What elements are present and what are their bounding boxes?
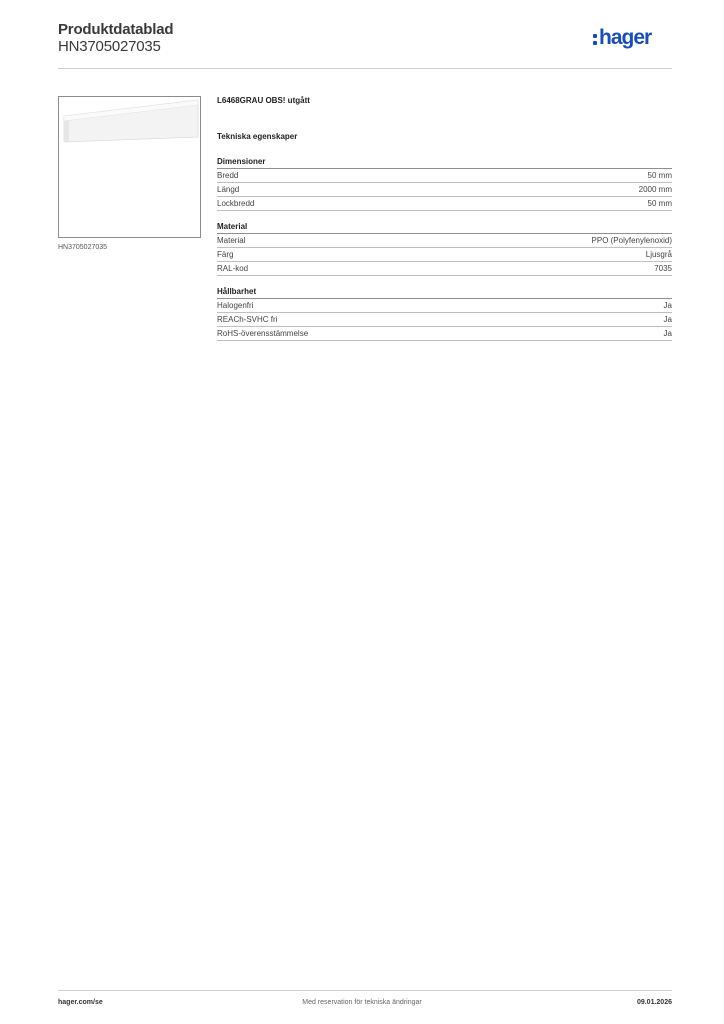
section-heading: Tekniska egenskaper: [217, 132, 298, 141]
spec-row: [217, 197, 672, 211]
spec-row: [217, 262, 672, 276]
spec-label: Lockbredd: [217, 199, 255, 208]
spec-group-sustainability: [217, 287, 672, 341]
spec-row: [217, 313, 672, 327]
spec-value: 50 mm: [647, 199, 672, 208]
spec-row: [217, 299, 672, 313]
group-title: Hållbarhet: [217, 287, 672, 299]
spec-label: Bredd: [217, 171, 239, 180]
spec-value: 7035: [654, 264, 672, 273]
spec-value: PPO (Polyfenylenoxid): [591, 236, 672, 245]
product-name: L6468GRAU OBS! utgått: [217, 96, 310, 105]
spec-group-material: [217, 222, 672, 276]
header-divider: [58, 68, 672, 69]
spec-value: Ja: [663, 301, 672, 310]
spec-row: [217, 234, 672, 248]
spec-row: [217, 183, 672, 197]
hager-logo: [593, 27, 651, 57]
footer-website-link[interactable]: hager.com/se: [58, 999, 103, 1006]
spec-label: RAL-kod: [217, 264, 249, 273]
footer-date: 09.01.2026: [636, 999, 672, 1006]
spec-label: Halogenfri: [217, 301, 254, 310]
spec-value: Ja: [663, 315, 672, 324]
spec-row: [217, 327, 672, 341]
spec-group-dimensions: [217, 157, 672, 211]
footer-disclaimer: Med reservation för tekniska ändringar: [302, 999, 422, 1006]
spec-value: 50 mm: [647, 171, 672, 180]
spec-value: Ja: [663, 329, 672, 338]
logo-dots-icon: [593, 34, 597, 45]
spec-label: Längd: [217, 185, 240, 194]
product-image: [58, 96, 201, 238]
product-code: HN3705027035: [58, 38, 161, 55]
page-title: Produktdatablad: [58, 21, 174, 38]
spec-label: Material: [217, 236, 246, 245]
group-title: Material: [217, 222, 672, 234]
footer-divider: [58, 990, 672, 991]
spec-value: 2000 mm: [638, 185, 672, 194]
group-title: Dimensioner: [217, 157, 672, 169]
cable-trunking-cover-icon: [59, 97, 200, 237]
spec-row: [217, 248, 672, 262]
logo-text: hager: [599, 26, 652, 49]
spec-label: RoHS-överensstämmelse: [217, 329, 309, 338]
spec-content: [217, 96, 672, 352]
spec-row: [217, 169, 672, 183]
spec-label: Färg: [217, 250, 234, 259]
spec-label: REACh-SVHC fri: [217, 315, 278, 324]
product-image-caption: HN3705027035: [58, 244, 108, 251]
spec-value: Ljusgrå: [645, 250, 672, 259]
